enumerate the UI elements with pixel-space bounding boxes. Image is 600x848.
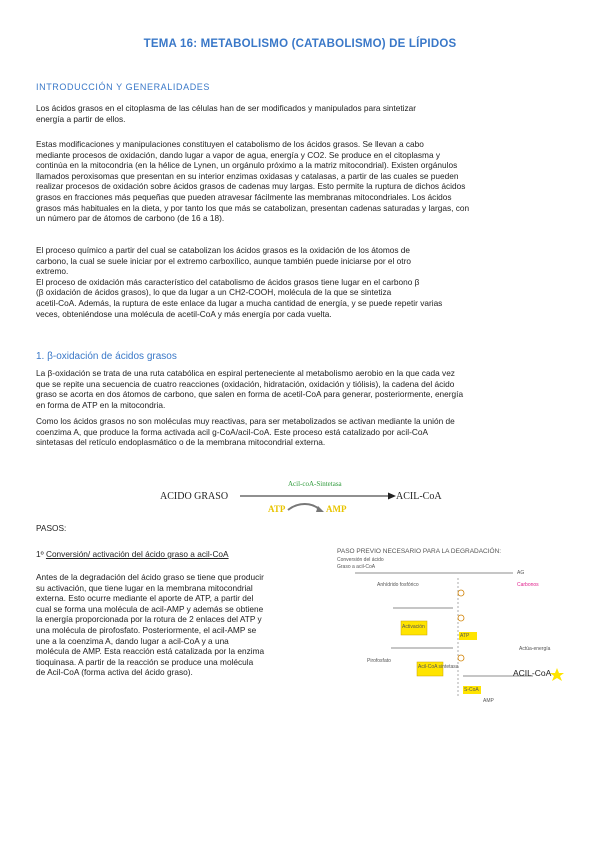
step1-heading: [36, 549, 229, 560]
reaction-substrate: ACIDO GRASO: [160, 491, 229, 502]
figure-label-anhydride: Anhídrido fosfórico: [377, 582, 419, 588]
figure-label-amp: AMP: [483, 698, 494, 704]
text-line: Los ácidos grasos en el citoplasma de las células han de ser modificados y manipulados para sintetizar: [36, 103, 417, 113]
text-line: El proceso de oxidación más característico del catabolismo de ácidos grasos tiene lugar en el carbono β: [36, 276, 420, 287]
section-heading-beta-oxidacion: 1. β-oxidación de ácidos grasos: [36, 351, 177, 362]
text-line: un número par de átomos de carbono (de 16 a 18).: [36, 213, 225, 224]
phosphate-circle-icon: [458, 655, 464, 661]
text-line: llamados peroxisomas que presentan en su interior enzimas oxidasas y catalasas, a partir de las cuales se pueden: [36, 170, 459, 181]
figure-label-acilcoa: ACIL-CoA: [513, 668, 552, 678]
figure-label-atp: ATP: [460, 633, 470, 639]
text-line: Estas modificaciones y manipulaciones constituyen el catabolismo de los ácidos grasos. Se llevan a cabo: [36, 139, 424, 149]
text-line: en forma de ATP en la mitocondria.: [36, 399, 166, 410]
phosphate-circle-icon: [458, 615, 464, 621]
text-line: (β oxidación de ácidos grasos), lo que da lugar a un CH2-COOH, molécula de la que se sintetiza: [36, 287, 392, 298]
figure-label-coa: S-CoA: [464, 687, 479, 693]
section-heading-introduccion: INTRODUCCIÓN Y GENERALIDADES: [36, 82, 210, 92]
phosphate-circle-icon: [458, 590, 464, 596]
text-line: continúa en la mitocondria (en la hélice de Lynen, un orgánulo próximo a la matriz mitocondrial). Existen orgánulos: [36, 160, 458, 171]
text-line: que se repite una secuencia de cuatro reacciones (oxidación, hidratación, oxidación y tiólisis), la cadena del ácido: [36, 378, 455, 389]
text-line: la energía proporcionada por la rotura de 2 enlaces del ATP y: [36, 614, 262, 625]
figure-label-pyrophosphate: Pirofosfato: [367, 658, 391, 664]
text-line: coenzima A, que produce la forma activada acil g-CoA/acil-CoA. Este proceso está catalizado por acil-CoA: [36, 426, 428, 437]
text-line: tioquinasa. A partir de la reacción se produce una molécula: [36, 656, 254, 667]
text-line: une a la coenzima A, dando lugar a acil-CoA y a una: [36, 635, 229, 646]
text-line: extremo.: [36, 266, 69, 277]
text-line: mediante procesos de oxidación, dando lugar a vapor de agua, energía y CO2. Se produce en el citoplasma y: [36, 149, 441, 160]
text-line: El proceso químico a partir del cual se catabolizan los ácidos grasos es la oxidación de los átomos de: [36, 245, 411, 255]
figure-label-activation: Activación: [402, 624, 425, 630]
text-line: molécula de AMP. Esta reacción está catalizada por la enzima: [36, 646, 265, 657]
reaction-amp: AMP: [326, 504, 347, 514]
figure-header: PASO PREVIO NECESARIO PARA LA DEGRADACIÓN:: [337, 548, 502, 555]
figure-label-ag: AG: [517, 570, 525, 576]
figure-subheader-1: Conversión del ácido: [337, 557, 384, 563]
step1-number: 1º: [36, 549, 46, 559]
text-line: su activación, que tiene lugar en la membrana mitocondrial: [36, 582, 253, 593]
text-line: sintetasas del retículo endoplasmático o de la membrana mitocondrial externa.: [36, 437, 326, 448]
reaction-enzyme: Acil-coA-Sintetasa: [288, 480, 342, 488]
text-line: cual se forma una molécula de acil-AMP y además se obtiene: [36, 603, 264, 614]
text-line: de Acil-CoA (forma activa del ácido graso).: [36, 667, 193, 678]
reaction-product: ACIL-CoA: [396, 491, 442, 502]
paragraph-intro-2: [36, 139, 576, 224]
paragraph-beta-2: [36, 416, 576, 448]
step1-title: Conversión/ activación del ácido graso a acil-CoA: [45, 549, 229, 559]
activation-figure: [333, 548, 573, 720]
page-title: TEMA 16: METABOLISMO (CATABOLISMO) DE LÍPIDOS: [143, 38, 457, 50]
text-line: grasos más habituales en la dieta, y por tanto los que más se catabolizan, presentan cadenas saturadas y largas, con: [36, 202, 470, 213]
figure-label-energy: Actúa-energía: [519, 646, 551, 652]
reaction-diagram: [160, 472, 460, 522]
text-line: acetil-CoA. Además, la ruptura de este enlace da lugar a mucha cantidad de energía, y se puede repetir varias: [36, 297, 443, 308]
text-line: veces, obteniéndose una molécula de acetil-CoA y más energía por cada vuelta.: [36, 308, 332, 319]
paragraph-intro-3: [36, 245, 566, 319]
text-line: graso se acorta en dos átomos de carbono, que salen en forma de acetil-CoA para generar, posteriormente, energía: [36, 389, 464, 400]
step1-paragraph: [36, 572, 321, 678]
cofactor-curved-arrow: [288, 504, 320, 510]
activation-figure-svg: [333, 548, 573, 720]
figure-subheader-2: Graso a acil-CoA: [337, 564, 376, 570]
text-line: grasos en fracciones más pequeñas que pueden atravesar fácilmente las membranas mitocondriales. Los ácidos: [36, 191, 452, 202]
figure-label-enzyme: Acil-CoA sintetasa: [418, 664, 459, 670]
paragraph-beta-1: [36, 368, 576, 410]
text-line: realizar procesos de oxidación sobre ácidos grasos de cadenas muy largas. Esto permite la ruptura de dichos ácidos: [36, 181, 466, 192]
reaction-arrow-head: [388, 493, 396, 500]
text-line: carbono, la cual se suele iniciar por el extremo carboxílico, aunque también puede iniciarse por el otro: [36, 255, 411, 266]
figure-label-carbons: Carbonos: [517, 582, 539, 588]
text-line: una molécula de pirofosfato. Posteriormente, el acil-AMP se: [36, 624, 257, 635]
reaction-atp: ATP: [268, 504, 286, 514]
star-icon: [550, 668, 564, 681]
pasos-label: PASOS:: [36, 523, 67, 533]
text-line: energía a partir de ellos.: [36, 113, 126, 124]
text-line: Como los ácidos grasos no son moléculas muy reactivas, para ser metabolizados se activan mediante la unión de: [36, 416, 455, 426]
paragraph-intro-1: [36, 103, 566, 124]
text-line: Antes de la degradación del ácido graso se tiene que producir: [36, 572, 264, 582]
text-line: externa. Esto ocurre mediante el aporte de ATP, a partir del: [36, 593, 254, 604]
text-line: La β-oxidación se trata de una ruta catabólica en espiral perteneciente al metabolismo aerobio en la que cada vez: [36, 368, 455, 378]
